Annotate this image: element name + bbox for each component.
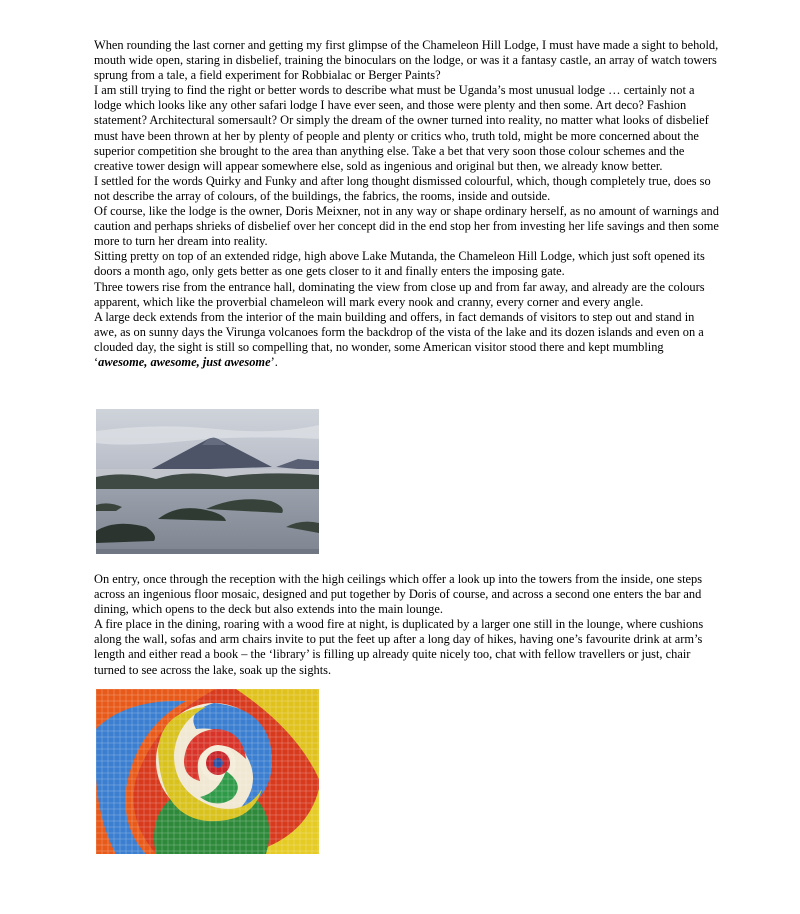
paragraph-entry-mosaic: On entry, once through the reception with the high ceilings which offer a look up into the towers from the inside, one steps across an ingenious floor mosaic, designed and put together by Doris of course, and across a second one enters the bar and dining, which opens to the deck but also extends into the main lounge.	[94, 572, 703, 617]
deck-quote: awesome, awesome, just awesome	[98, 354, 271, 369]
paragraph-ridge: Sitting pretty on top of an extended ridge, high above Lake Mutanda, the Chameleon Hill Lodge, which just soft opened its doors a month ago, only gets better as one gets closer to it and finally enters the imposing gate.	[94, 249, 705, 279]
lake-volcano-image	[96, 409, 319, 554]
paragraph-describe-lodge: I am still trying to find the right or better words to describe what must be Uganda’s most unusual lodge … certainly not a lodge which looks like any other safari lodge I have ever seen, and those were plenty and then some. Art deco? Fashion statement? Architectural somersault? Or simply the dream of the owner turned into reality, no matter what looks of disbelief must have been thrown at her by plenty of people and plenty or critics who, truth told, might be more concerned about the superior competition she brought to the area than anything else. Take a bet that very soon those colour schemes and the creative tower design will appear somewhere else, sold as ingenious and original but then, we already know better.	[94, 83, 709, 173]
paragraph-deck	[94, 310, 720, 370]
floor-mosaic-photo	[96, 689, 319, 854]
lake-volcano-photo	[96, 409, 319, 554]
article-text-top	[94, 38, 720, 370]
floor-mosaic-image	[96, 689, 319, 854]
paragraph-first-glimpse: When rounding the last corner and getting my first glimpse of the Chameleon Hill Lodge, I must have made a sight to behold, mouth wide open, staring in disbelief, training the binoculars on the lodge, or was it a fantasy castle, an array of watch towers sprung from a tale, a field experiment for Robbialac or Berger Paints?	[94, 38, 719, 83]
paragraph-towers: Three towers rise from the entrance hall, dominating the view from close up and from far away, and already are the colours apparent, which like the proverbial chameleon will mark every nook and cranny, every corner and every angle.	[94, 279, 705, 309]
deck-text-end: ’.	[270, 354, 278, 369]
paragraph-quirky-funky: I settled for the words Quirky and Funky and after long thought dismissed colourful, which, though completely true, does so not describe the array of colours, of the buildings, the fabrics, the rooms, inside and outside.	[94, 173, 711, 203]
paragraph-fireplace: A fire place in the dining, roaring with a wood fire at night, is duplicated by a larger one still in the lounge, where cushions along the wall, sofas and arm chairs invite to put the feet up after a long day of hikes, having one’s favourite drink at arm’s length and either read a book – the ‘library’ is filling up already quite nicely too, chat with fellow travellers or just, chair turned to see across the lake, soak up the sights.	[94, 617, 704, 677]
paragraph-owner: Of course, like the lodge is the owner, Doris Meixner, not in any way or shape ordinary herself, as no amount of warnings and caution and perhaps shrieks of disbelief over her concept did in the end stop her from investing her life savings and then some more to turn her dream into reality.	[94, 204, 719, 249]
deck-text: A large deck extends from the interior of the main building and offers, in fact demands of visitors to step out and stand in awe, as on sunny days the Virunga volcanoes form the backdrop of the vista of the lake and its dozen islands and even on a clouded day, the sight is still so compelling that, no wonder, some American visitor stood there and kept mumbling ‘	[94, 309, 704, 369]
article-text-bottom	[94, 572, 720, 678]
